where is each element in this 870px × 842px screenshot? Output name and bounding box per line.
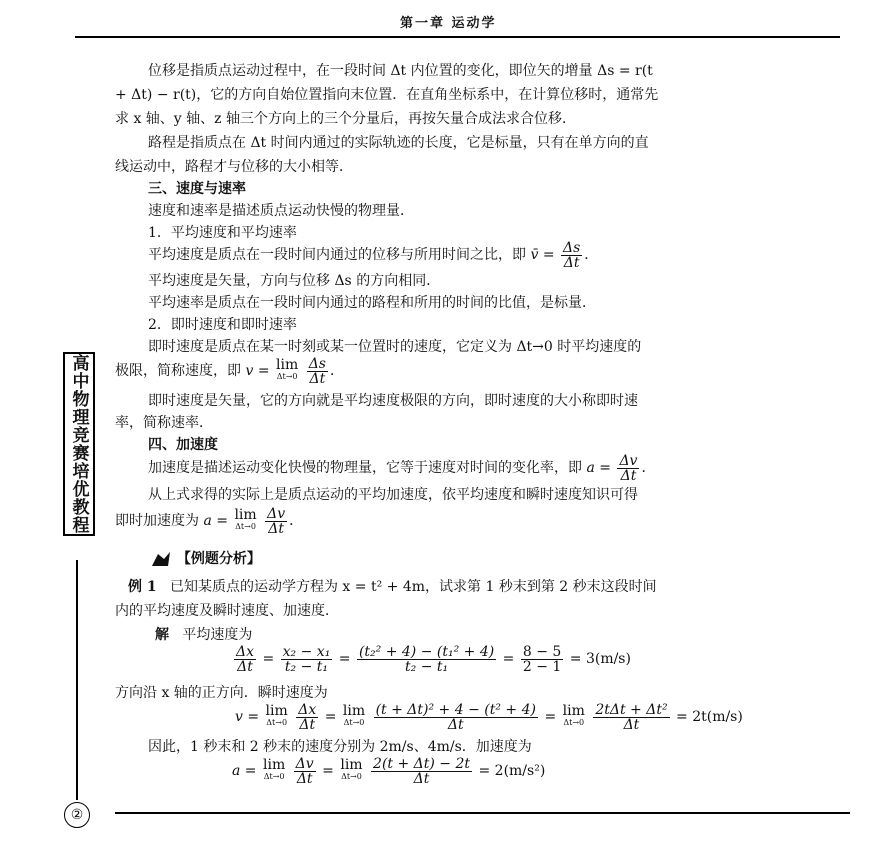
text-line: 平均速率是质点在一段时间内通过的路程和所用的时间的比值，是标量． xyxy=(148,295,596,311)
fraction: $\frac{\Delta v}{\Delta t}$ xyxy=(619,452,638,484)
solution-line: 解 平均速度为 xyxy=(155,627,253,643)
equation-3: a = lim Δt→0 $\frac{\Delta v}{\Delta t}$ = lim Δt→0 $\frac{2(t + \Delta t) - 2t}{\Delta t}$ = 2(m/s²) xyxy=(232,755,546,787)
section-heading: 三、速度与速率 xyxy=(148,181,246,197)
formula-line: 平均速度是质点在一段时间内通过的位移与所用时间之比，即 v̄ = $\frac{\Delta s}{\Delta t}$ ． xyxy=(148,239,599,271)
text-line: + Δt) − r(t)，它的方向自始位置指向末位置．在直角坐标系中，在计算位移时，通常先 xyxy=(115,87,659,103)
limit: lim Δt→0 xyxy=(276,357,299,381)
text-line: 即时速度是质点在某一时刻或某一位置时的速度，它定义为 Δt→0 时平均速度的 xyxy=(148,339,642,355)
formula-line: 加速度是描述运动变化快慢的物理量，它等于速度对时间的变化率，即 a = $\frac{\Delta v}{\Delta t}$ ． xyxy=(148,452,656,484)
fraction: $\frac{\Delta v}{\Delta t}$ xyxy=(267,505,286,537)
text-line: 位移是指质点运动过程中，在一段时间 Δt 内位置的变化，即位矢的增量 Δs = r(t xyxy=(148,63,653,79)
text-line: 路程是指质点在 Δt 时间内通过的实际轨迹的长度，它是标量，只有在单方向的直 xyxy=(148,135,649,151)
footer-rule xyxy=(115,812,850,814)
text-line: 平均速度是矢量，方向与位移 Δs 的方向相同． xyxy=(148,273,441,289)
example-icon xyxy=(150,550,172,568)
text-line: 内的平均速度及瞬时速度、加速度． xyxy=(115,603,339,619)
chapter-title: 第一章 运动学 xyxy=(400,16,497,31)
page-header xyxy=(0,4,870,40)
text-line: 率，简称速率． xyxy=(115,415,213,431)
text-line: 即时速度是矢量，它的方向就是平均速度极限的方向，即时速度的大小称即时速 xyxy=(148,393,638,409)
text-line: 速度和速率是描述质点运动快慢的物理量． xyxy=(148,203,414,219)
sidebar-rule xyxy=(76,560,78,800)
subsection-heading: 2．即时速度和即时速率 xyxy=(148,317,297,333)
subsection-heading: 1．平均速度和平均速率 xyxy=(148,225,297,241)
section-heading: 四、加速度 xyxy=(148,437,218,453)
fraction: $\frac{\Delta s}{\Delta t}$ xyxy=(563,239,581,271)
text-line: 方向沿 x 轴的正方向．瞬时速度为 xyxy=(115,685,328,701)
example-line: 例 1 已知某质点的运动学方程为 x = t² + 4m，试求第 1 秒末到第 2 秒末这段时间 xyxy=(128,579,657,595)
page-number: ② xyxy=(64,802,90,828)
text-line: 从上式求得的实际上是质点运动的平均加速度，依平均速度和瞬时速度知识可得 xyxy=(148,487,638,503)
text-line: 求 x 轴、y 轴、z 轴三个方向上的三个分量后，再按矢量合成法求合位移． xyxy=(115,111,576,127)
text-line: 线运动中，路程才与位移的大小相等． xyxy=(115,159,353,175)
sidebar-book-title: 高中物理竞赛培优教程 xyxy=(63,352,95,536)
fraction: $\frac{\Delta s}{\Delta t}$ xyxy=(308,355,326,387)
example-section-heading: 【例题分析】 xyxy=(150,550,261,568)
equation-2: v = lim Δt→0 $\frac{\Delta x}{\Delta t}$ = lim Δt→0 $\frac{\text{(t + Δt)² + 4 − (t² + 4)}}{\Delta t}$ = lim Δt→0 $\frac{\text{2tΔt + Δt²}}{\Delta t}$ = 2t(m/s) xyxy=(235,701,743,733)
header-rule xyxy=(75,36,840,38)
formula-line: 极限，简称速度，即 v = lim Δt→0 $\frac{\Delta s}{\Delta t}$ ． xyxy=(115,355,344,387)
equation-1: $\frac{\Delta x}{\Delta t}$ = $\frac{\text{x₂ − x₁}}{\text{t₂ − t₁}}$ = $\frac{\text{(t₂² + 4) − (t₁² + 4)}}{\text{t₂ − t₁}}$ = $\frac{8 - 5}{2 - 1}$ = 3(m/s) xyxy=(236,643,631,675)
formula-line: 即时加速度为 a = lim Δt→0 $\frac{\Delta v}{\Delta t}$ ． xyxy=(115,505,304,537)
text-line: 因此，1 秒末和 2 秒末的速度分别为 2m/s、4m/s．加速度为 xyxy=(148,739,532,755)
limit: lim Δt→0 xyxy=(234,507,257,531)
